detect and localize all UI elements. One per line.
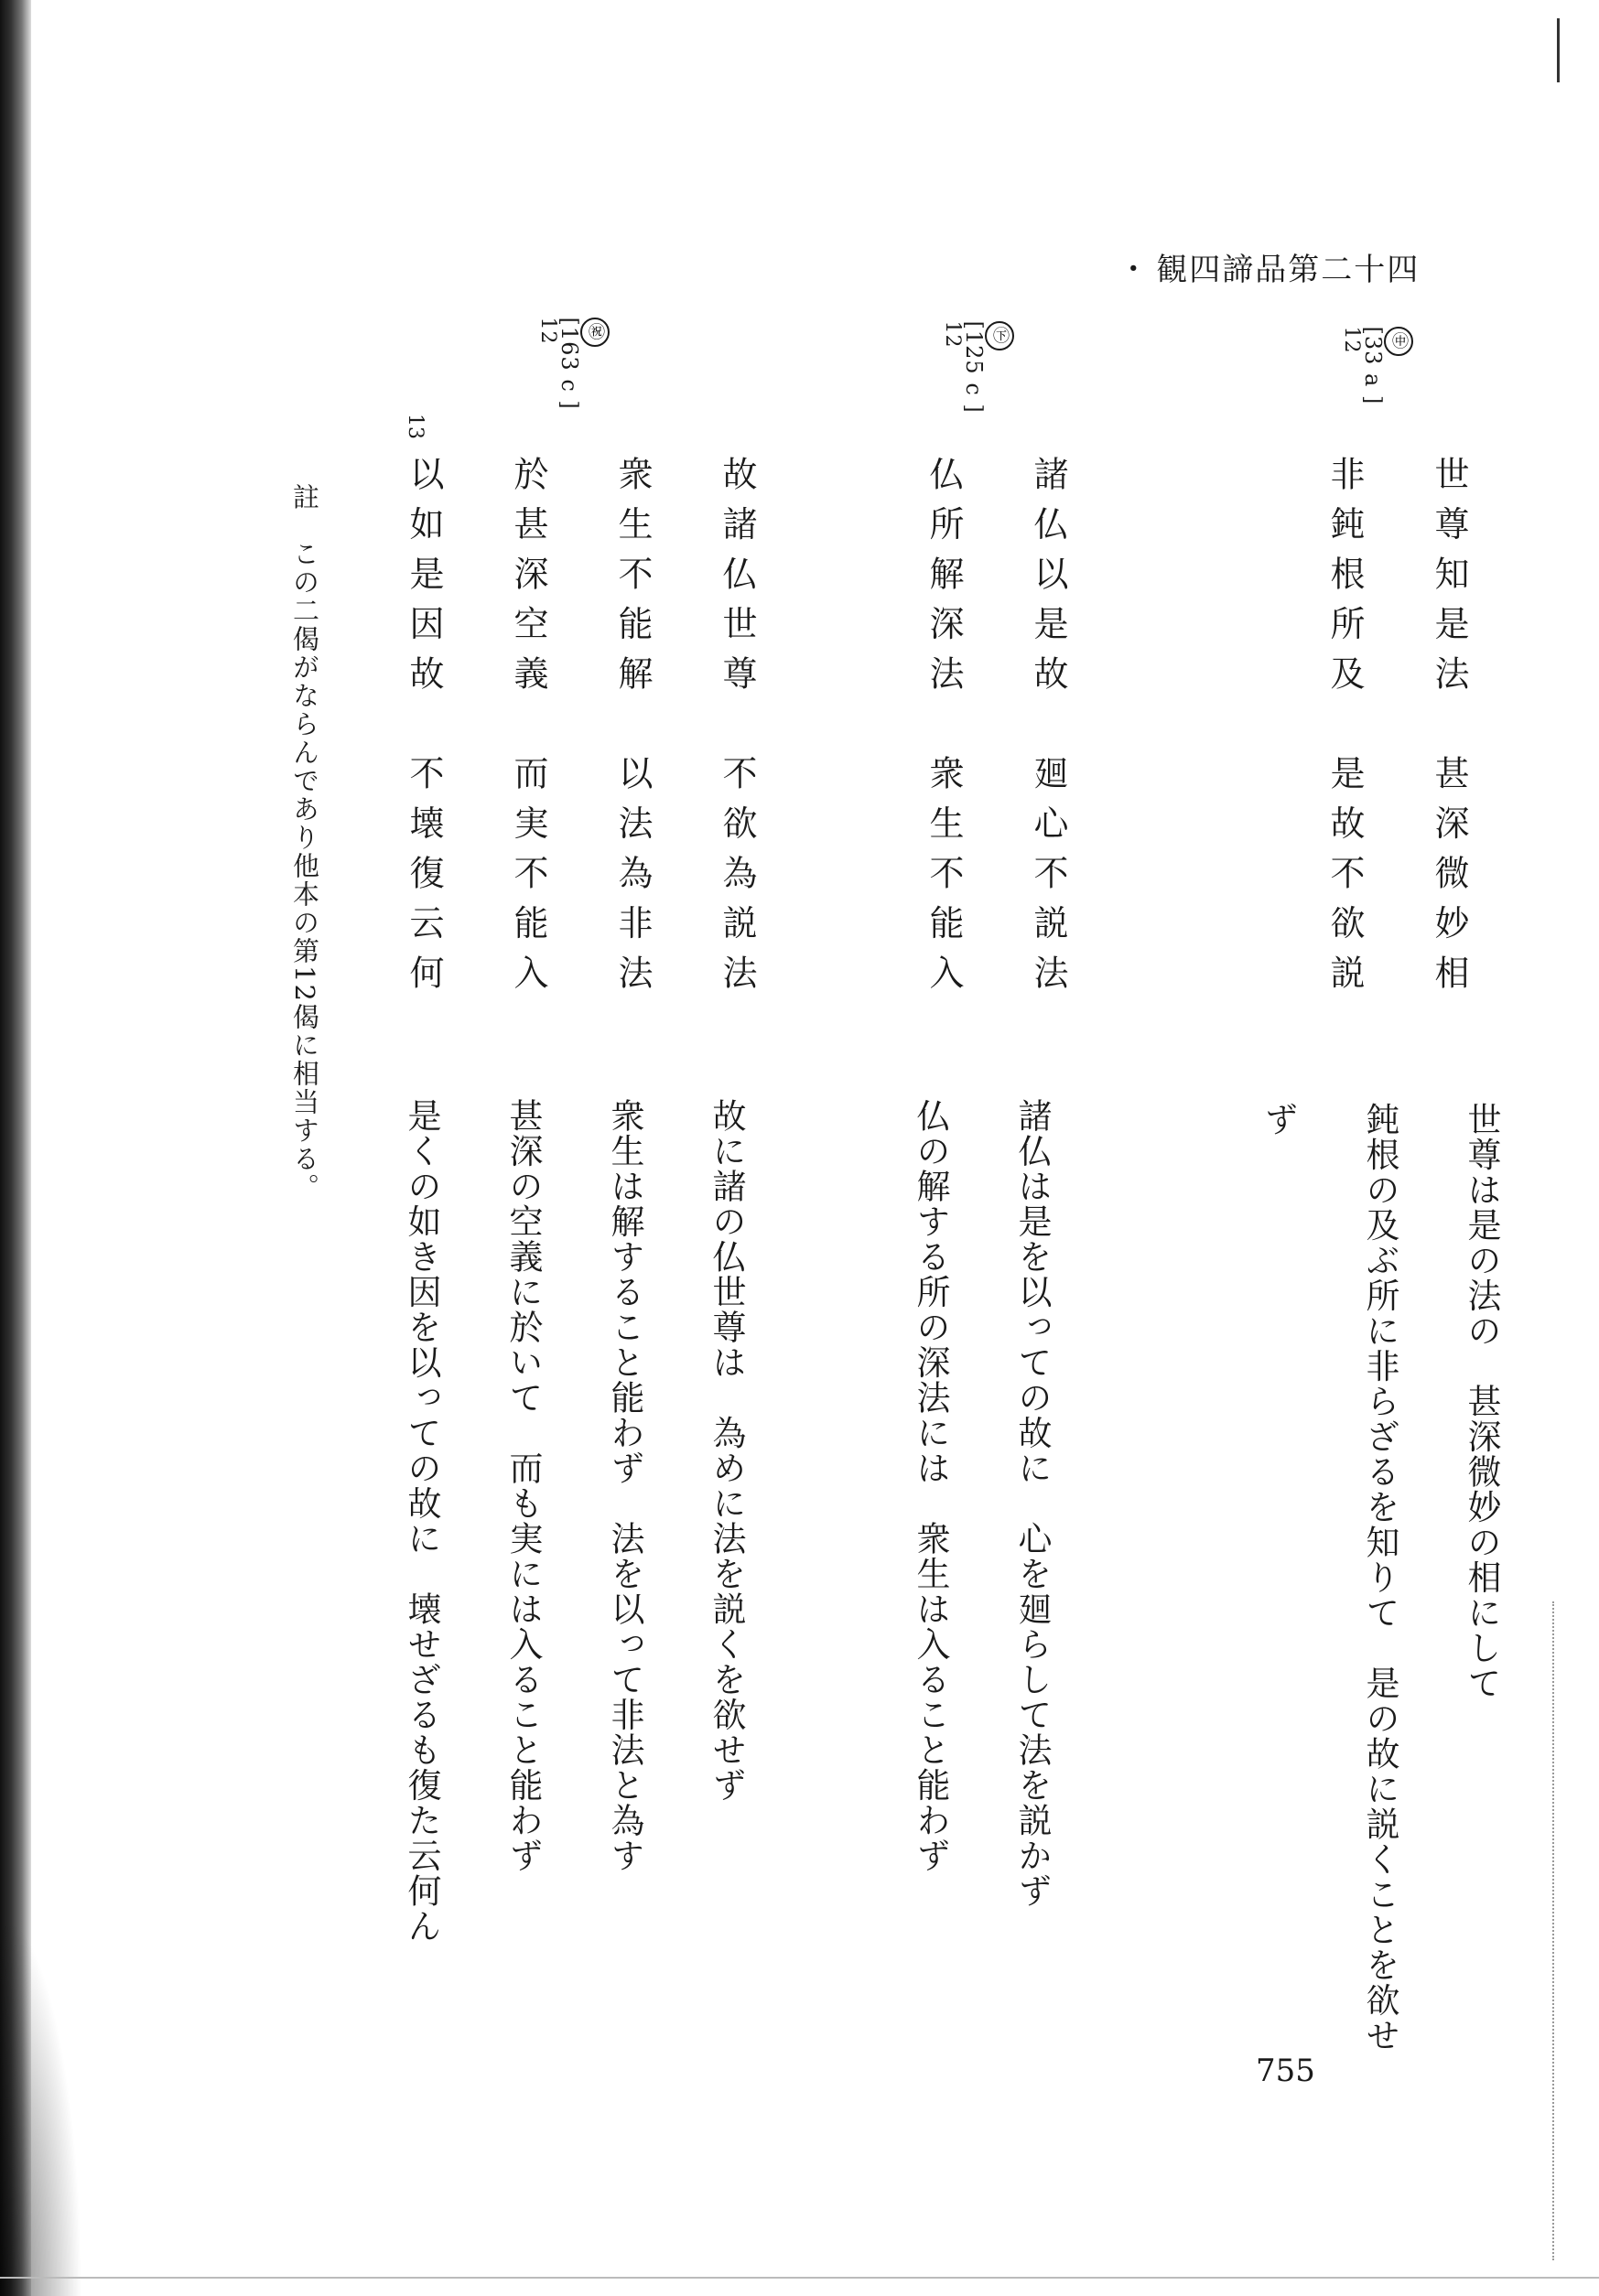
prose-line: 是くの如き因を以っての故に 壊せざるも復た云何ん [402,1098,441,1944]
group-1-marker [1318,295,1435,404]
verse-number-3b: 13 [404,414,427,439]
prose-line: 甚深の空義に於いて 而も実には入ること能わず [503,1098,543,1873]
verse-line: 諸仏以是故 廻心不説法 [1028,456,1068,1005]
binding-shadow [0,0,31,2296]
verse-line: 於甚深空義 而実不能入 [508,456,548,1005]
verse-line: 仏所解深法 衆生不能入 [924,456,964,1005]
scan-bottom-edge [0,2277,1599,2279]
verse-line: 故諸仏世尊 不欲為説法 [717,456,757,1005]
scan-edge-mark [1557,18,1562,82]
chapter-title: 観四諦品第二十四 [1156,252,1421,288]
page-number: 755 [1256,2053,1315,2089]
prose-block-3 [337,1098,811,1944]
verse-line: 衆生不能解 以法為非法 [612,456,653,1005]
source-mark-2: ㊦ [985,321,1014,350]
prose-line: 諸仏は是を以っての故に 心を廻らして法を説かず [1012,1098,1052,1909]
verse-number-1: 12 [1340,326,1363,354]
prose-line: 仏の解する所の深法には 衆生は入ること能わず [911,1098,950,1873]
group-2-marker [919,289,1036,414]
prose-block-1 [1194,1102,1566,2053]
prose-block-2 [846,1098,1117,1909]
verse-block-3 [337,456,824,1005]
prose-line: 衆生は解すること能わず 法を以って非法と為す [605,1098,644,1873]
verse-number-3: 12 [536,317,559,345]
verse-block-2 [857,456,1135,1005]
running-header: ・ 観四諦品第二十四 [1118,252,1421,288]
verse-line: 非鈍根所及 是故不欲説 [1324,456,1365,1005]
verse-block-1 [1258,456,1536,1005]
prose-line: 鈍根の及ぶ所に非らざるを知りて 是の故に説くことを欲せ [1360,1102,1399,2053]
ref-3: [163 c ] [556,317,582,410]
verse-number-2: 12 [941,320,964,349]
ref-1: [33 a ] [1360,326,1386,405]
source-mark-3: ㊗ [580,318,610,347]
prose-line: 世尊は是の法の 甚深微妙の相にして [1462,1102,1501,1701]
source-mark-1: ㊥ [1384,327,1413,356]
group-3-marker [514,286,632,410]
ref-2: [125 c ] [961,320,987,414]
footnote: 註 この二偈がならんであり他本の第12偈に相当する。 [289,483,320,1202]
verse-line: 世尊知是法 甚深微妙相 [1429,456,1469,1005]
prose-line: 故に諸の仏世尊は 為めに法を説くを欲せず [707,1098,746,1803]
verse-line: 以如是因故 不壊復云何 [404,456,444,1005]
prose-line: ず [1259,1102,1298,1137]
